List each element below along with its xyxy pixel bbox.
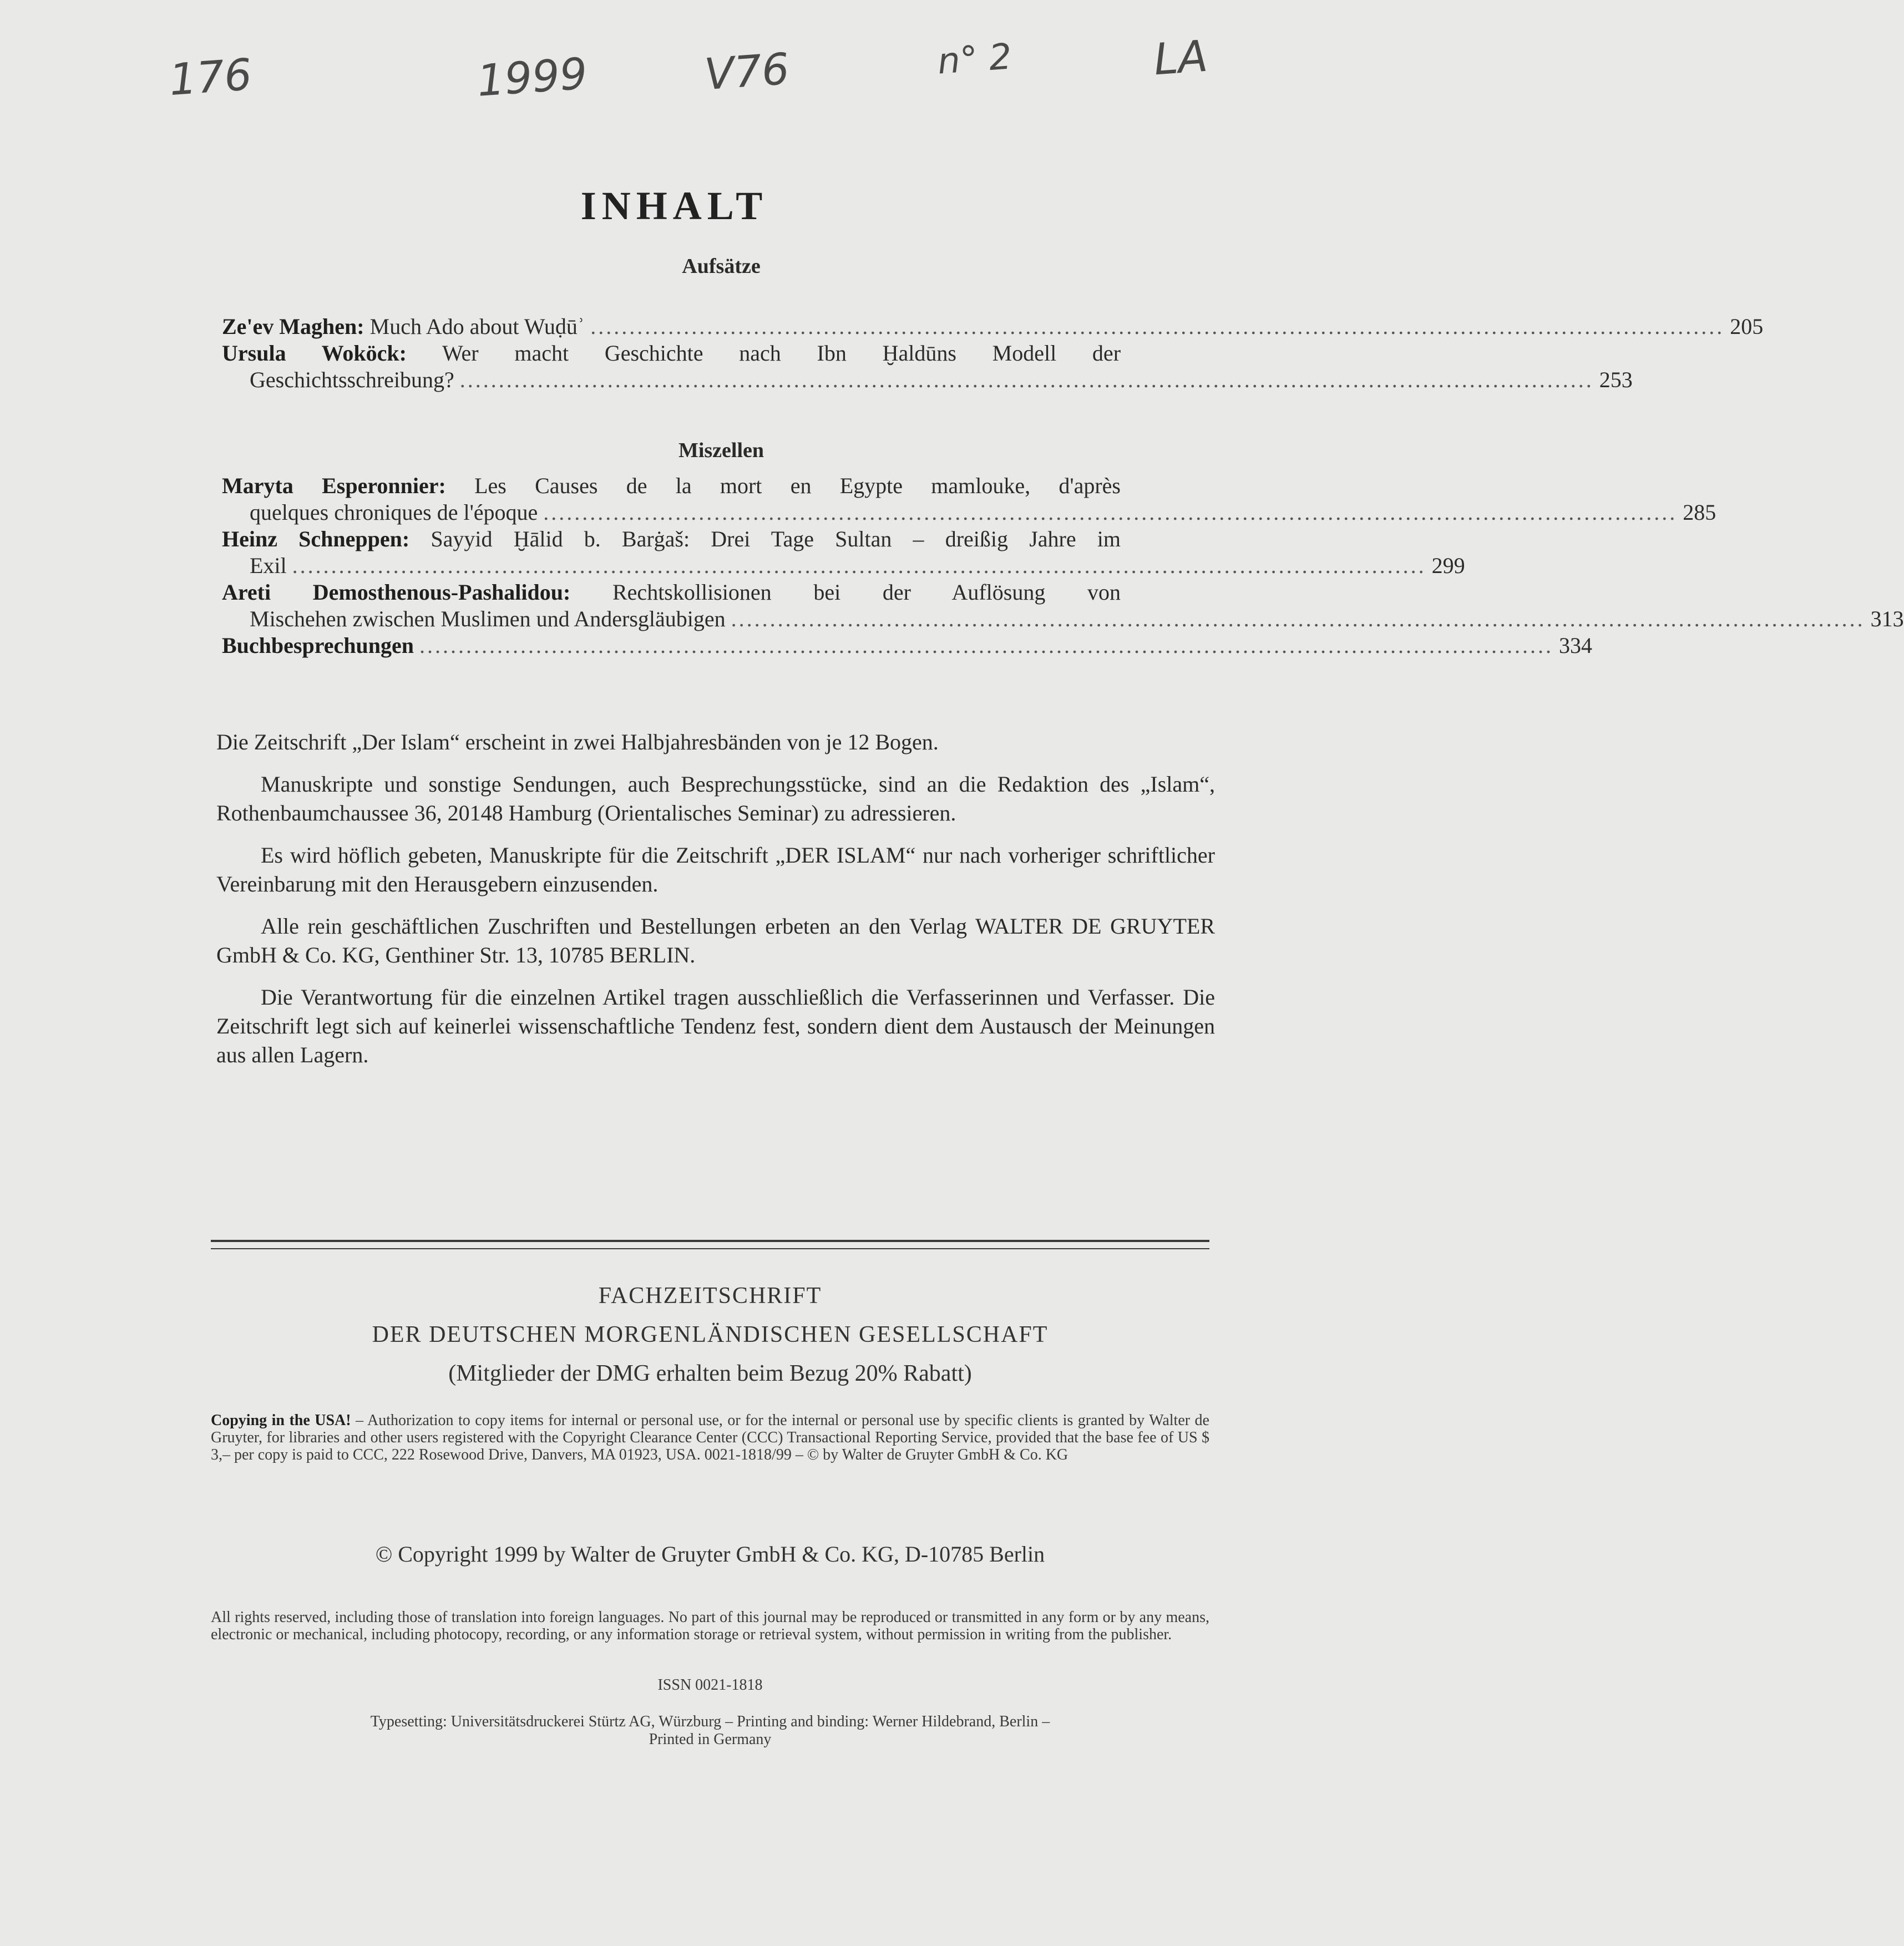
fachzeitschrift-line-1: FACHZEITSCHRIFT	[598, 1283, 822, 1309]
typesetting: Typesetting: Universitätsdruckerei Stürtz AG, Würzburg – Printing and binding: Werner Hildebrand, Berlin –	[370, 1713, 1050, 1730]
section-heading-aufsaetze: Aufsätze	[682, 255, 761, 278]
toc-page: 253	[1599, 367, 1633, 392]
toc-page: 285	[1683, 500, 1716, 525]
toc-leader: ..................................................................................................................................................	[590, 314, 1725, 339]
fachzeitschrift-line-3: (Mitglieder der DMG erhalten beim Bezug 20% Rabatt)	[448, 1361, 972, 1386]
toc-entry	[222, 526, 1465, 579]
handwritten-note-5: LA	[1152, 31, 1209, 85]
toc-page: 205	[1730, 314, 1764, 339]
toc-entry	[222, 340, 1633, 393]
copying-text: – Authorization to copy items for internal or personal use, or for the internal or personal use by specific clients is granted by Walter de Gruyter, for libraries and other users registered with the Copyright Clearance Center (CCC) Transactional Reporting Service, provided that the base fee of US $ 3,– per copy is paid to CCC, 222 Rosewood Drive, Danvers, MA 01923, USA. 0021-1818/99 – © by Walter de Gruyter GmbH & Co. KG	[211, 1412, 1209, 1463]
toc-author: Ursula Woköck:	[222, 341, 407, 366]
copying-lead: Copying in the USA!	[211, 1412, 351, 1429]
toc-title-line: Rechtskollisionen bei der Auflösung von	[612, 580, 1121, 605]
toc-leader: ..................................................................................................................................................	[292, 553, 1426, 578]
toc-title: Geschichtsschreibung?	[250, 367, 454, 392]
handwritten-note-4: n° 2	[936, 36, 1014, 83]
toc-author: Maryta Esperonnier:	[222, 473, 446, 498]
toc-page: 313	[1870, 606, 1904, 631]
toc-entry	[222, 473, 1716, 526]
copyright-line: © Copyright 1999 by Walter de Gruyter GmbH & Co. KG, D-10785 Berlin	[375, 1542, 1045, 1567]
toc-page: 299	[1431, 553, 1465, 578]
journal-info	[216, 728, 1215, 1083]
info-paragraph: Manuskripte und sonstige Sendungen, auch Besprechungsstücke, sind an die Redaktion des „Islam“, Rothenbaumchaussee 36, 20148 Hamburg (Orientalisches Seminar) zu adressieren.	[216, 772, 1215, 825]
toc-author: Areti Demosthenous-Pashalidou:	[222, 580, 571, 605]
toc-title: quelques chroniques de l'époque	[250, 500, 538, 525]
handwritten-note-3: V76	[703, 44, 791, 100]
toc-leader: ..................................................................................................................................................	[459, 367, 1594, 392]
handwritten-note-1: 176	[168, 49, 254, 106]
page-title: INHALT	[580, 184, 768, 228]
toc-buchbesprechungen: Buchbesprechungen	[222, 633, 414, 658]
toc-title-line: Sayyid Ḫālid b. Barġaš: Drei Tage Sultan – dreißig Jahre im	[431, 526, 1121, 551]
printed-in: Printed in Germany	[649, 1731, 772, 1748]
toc-title: Exil	[250, 553, 287, 578]
fachzeitschrift-line-2: DER DEUTSCHEN MORGENLÄNDISCHEN GESELLSCHAFT	[372, 1322, 1049, 1347]
toc-leader: ..................................................................................................................................................	[731, 606, 1865, 631]
copying-notice	[211, 1412, 1209, 1463]
toc-title-line: Les Causes de la mort en Egypte mamlouke, d'après	[474, 473, 1121, 498]
toc-title: Much Ado about Wuḍūʾ	[369, 314, 585, 339]
info-paragraph: Alle rein geschäftlichen Zuschriften und Bestellungen erbeten an den Verlag WALTER DE GRUYTER GmbH & Co. KG, Genthiner Str. 13, 10785 BERLIN.	[216, 914, 1215, 967]
info-paragraph: Die Zeitschrift „Der Islam“ erscheint in zwei Halbjahresbänden von je 12 Bogen.	[216, 729, 939, 754]
rights-notice: All rights reserved, including those of translation into foreign languages. No part of this journal may be reproduced or transmitted in any form or by any means, electronic or mechanical, including photocopy, recording, or any information storage or retrieval system, without permission in writing from the publisher.	[211, 1609, 1209, 1643]
info-paragraph: Es wird höflich gebeten, Manuskripte für die Zeitschrift „DER ISLAM“ nur nach vorheriger schriftlicher Vereinbarung mit den Herausgebern einzusenden.	[216, 843, 1215, 896]
toc-title-line: Wer macht Geschichte nach Ibn Ḫaldūns Modell der	[442, 341, 1121, 366]
toc-aufsaetze	[222, 313, 1764, 393]
toc-leader: ..................................................................................................................................................	[419, 633, 1554, 658]
toc-leader: ..................................................................................................................................................	[543, 500, 1678, 525]
toc-author: Ze'ev Maghen:	[222, 314, 364, 339]
toc-entry	[222, 632, 1593, 659]
divider-rule	[211, 1240, 1209, 1242]
toc-title: Mischehen zwischen Muslimen und Andersgläubigen	[250, 606, 726, 631]
info-paragraph: Die Verantwortung für die einzelnen Artikel tragen ausschließlich die Verfasserinnen und Verfasser. Die Zeitschrift legt sich auf keinerlei wissenschaftliche Tendenz fest, sondern dient dem Austausch der Meinungen aus allen Lagern.	[216, 985, 1215, 1067]
toc-page: 334	[1559, 633, 1593, 658]
toc-miszellen	[222, 473, 1904, 659]
handwritten-note-2: 1999	[475, 49, 589, 107]
issn: ISSN 0021-1818	[657, 1676, 763, 1694]
toc-entry	[222, 579, 1904, 632]
divider-rule	[211, 1248, 1209, 1249]
toc-author: Heinz Schneppen:	[222, 526, 410, 551]
toc-entry	[222, 313, 1764, 340]
section-heading-miszellen: Miszellen	[678, 439, 764, 462]
